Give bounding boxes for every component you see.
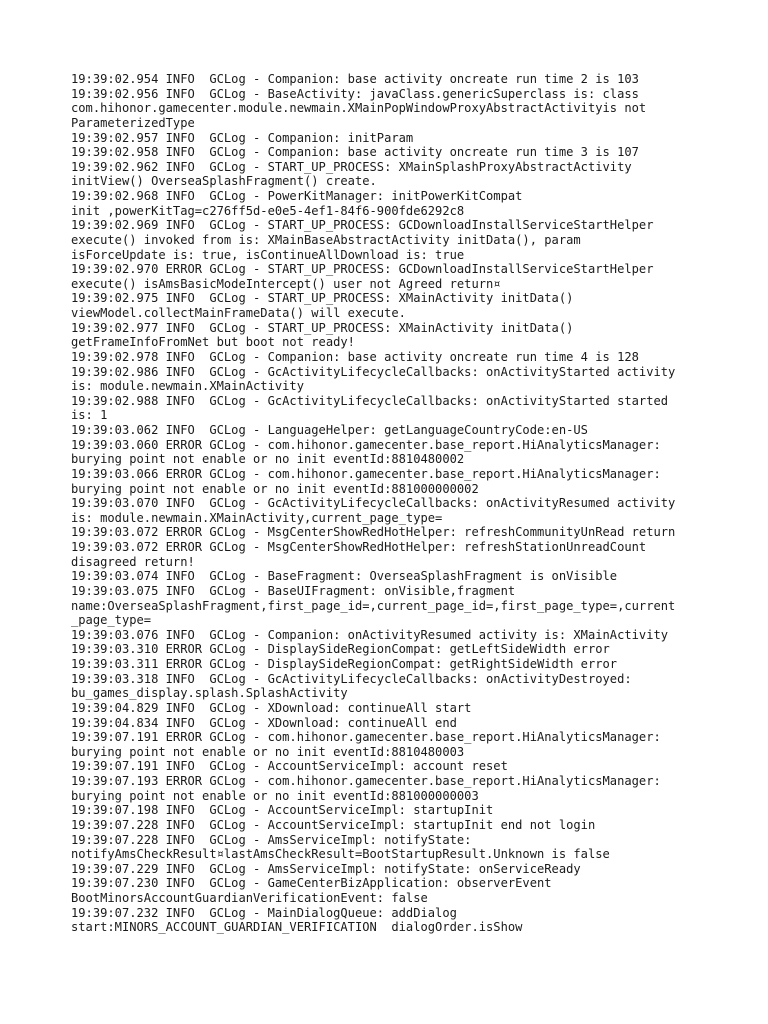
log-line: 19:39:02.962 INFO GCLog - START_UP_PROCESS: XMainSplashProxyAbstractActivity	[71, 159, 632, 174]
log-document	[71, 72, 711, 935]
log-line: 19:39:07.193 ERROR GCLog - com.hihonor.gamecenter.base_report.HiAnalyticsManager:	[71, 774, 661, 788]
log-line: bu_games_display.splash.SplashActivity	[71, 686, 348, 701]
log-line: burying point not enable or no init eventId:8810480003	[71, 744, 465, 759]
log-line: 19:39:03.066 ERROR GCLog - com.hihonor.gamecenter.base_report.HiAnalyticsManager:	[71, 466, 661, 481]
log-line: 19:39:03.311 ERROR GCLog - DisplaySideRegionCompat: getRightSideWidth error	[71, 657, 618, 671]
log-line: 19:39:03.075 INFO GCLog - BaseUIFragment: onVisible,fragment	[71, 583, 516, 598]
log-line: 19:39:02.969 INFO GCLog - START_UP_PROCESS: GCDownloadInstallServiceStartHelper	[71, 218, 654, 233]
log-line: initView() OverseaSplashFragment() create.	[71, 174, 377, 189]
log-line: start:MINORS_ACCOUNT_GUARDIAN_VERIFICATION dialogOrder.isShow	[71, 920, 523, 935]
log-line: 19:39:02.986 INFO GCLog - GcActivityLifecycleCallbacks: onActivityStarted activity	[71, 364, 676, 379]
log-line: init ,powerKitTag=c276ff5d-e0e5-4ef1-84f6-900fde6292c8	[71, 203, 465, 218]
log-line: execute() isAmsBasicModeIntercept() user not Agreed return¤	[71, 276, 501, 291]
log-line: viewModel.collectMainFrameData() will execute.	[71, 306, 406, 320]
log-line: 19:39:07.232 INFO GCLog - MainDialogQueue: addDialog	[71, 905, 457, 920]
log-line: 19:39:07.198 INFO GCLog - AccountServiceImpl: startupInit	[71, 803, 494, 818]
log-line: 19:39:03.072 ERROR GCLog - MsgCenterShowRedHotHelper: refreshCommunityUnRead return	[71, 525, 676, 540]
log-line: 19:39:07.228 INFO GCLog - AmsServiceImpl: notifyState:	[71, 832, 472, 847]
log-line: getFrameInfoFromNet but boot not ready!	[71, 335, 355, 350]
log-line: com.hihonor.gamecenter.module.newmain.XMainPopWindowProxyAbstractActivityis not	[71, 101, 647, 116]
log-line: notifyAmsCheckResult¤lastAmsCheckResult=BootStartupResult.Unknown is false	[71, 847, 610, 862]
log-line: burying point not enable or no init eventId:8810480002	[71, 452, 465, 467]
log-line: 19:39:04.834 INFO GCLog - XDownload: continueAll end	[71, 715, 457, 730]
log-line: burying point not enable or no init eventId:881000000003	[71, 788, 479, 803]
log-line: is: module.newmain.XMainActivity	[71, 379, 304, 394]
log-line: isForceUpdate is: true, isContinueAllDownload is: true	[71, 247, 465, 262]
log-line: 19:39:07.191 ERROR GCLog - com.hihonor.gamecenter.base_report.HiAnalyticsManager:	[71, 730, 661, 745]
log-line: 19:39:02.958 INFO GCLog - Companion: base activity oncreate run time 3 is 107	[71, 145, 639, 160]
log-line: 19:39:02.956 INFO GCLog - BaseActivity: javaClass.genericSuperclass is: class	[71, 86, 639, 101]
log-line: 19:39:07.230 INFO GCLog - GameCenterBizApplication: observerEvent	[71, 876, 552, 891]
log-line: 19:39:03.318 INFO GCLog - GcActivityLifecycleCallbacks: onActivityDestroyed:	[71, 671, 632, 686]
log-line: 19:39:03.074 INFO GCLog - BaseFragment: OverseaSplashFragment is onVisible	[71, 569, 618, 584]
log-line: execute() invoked from is: XMainBaseAbstractActivity initData(), param	[71, 232, 581, 247]
log-line: is: module.newmain.XMainActivity,current_page_type=	[71, 510, 443, 525]
log-line: ParameterizedType	[71, 115, 195, 130]
log-line: 19:39:07.229 INFO GCLog - AmsServiceImpl: notifyState: onServiceReady	[71, 861, 581, 876]
log-line: 19:39:02.970 ERROR GCLog - START_UP_PROCESS: GCDownloadInstallServiceStartHelper	[71, 262, 654, 277]
log-line: is: 1	[71, 408, 108, 423]
log-line: 19:39:02.957 INFO GCLog - Companion: initParam	[71, 130, 414, 145]
log-line: 19:39:02.988 INFO GCLog - GcActivityLifecycleCallbacks: onActivityStarted started	[71, 393, 669, 408]
log-line: 19:39:02.975 INFO GCLog - START_UP_PROCESS: XMainActivity initData()	[71, 291, 574, 306]
log-line: name:OverseaSplashFragment,first_page_id=,current_page_id=,first_page_type=,current	[71, 598, 676, 613]
log-line: 19:39:03.072 ERROR GCLog - MsgCenterShowRedHotHelper: refreshStationUnreadCount	[71, 540, 647, 554]
log-line: 19:39:03.062 INFO GCLog - LanguageHelper: getLanguageCountryCode:en-US	[71, 423, 588, 437]
log-line: 19:39:02.968 INFO GCLog - PowerKitManager: initPowerKitCompat	[71, 189, 523, 203]
log-line: 19:39:03.070 INFO GCLog - GcActivityLifecycleCallbacks: onActivityResumed activity	[71, 496, 676, 511]
log-line: 19:39:03.310 ERROR GCLog - DisplaySideRegionCompat: getLeftSideWidth error	[71, 642, 610, 657]
log-line: 19:39:07.191 INFO GCLog - AccountServiceImpl: account reset	[71, 759, 508, 774]
log-line: 19:39:07.228 INFO GCLog - AccountServiceImpl: startupInit end not login	[71, 817, 596, 832]
log-line: 19:39:02.978 INFO GCLog - Companion: base activity oncreate run time 4 is 128	[71, 349, 639, 364]
log-line: _page_type=	[71, 613, 152, 628]
log-line: 19:39:04.829 INFO GCLog - XDownload: continueAll start	[71, 700, 472, 715]
log-line: 19:39:02.977 INFO GCLog - START_UP_PROCESS: XMainActivity initData()	[71, 320, 574, 335]
log-line: burying point not enable or no init eventId:881000000002	[71, 481, 479, 496]
log-line: 19:39:03.076 INFO GCLog - Companion: onActivityResumed activity is: XMainActivity	[71, 627, 669, 642]
log-line: 19:39:03.060 ERROR GCLog - com.hihonor.gamecenter.base_report.HiAnalyticsManager:	[71, 437, 661, 452]
log-line: BootMinorsAccountGuardianVerificationEvent: false	[71, 891, 428, 905]
log-line: disagreed return!	[71, 554, 195, 569]
log-line: 19:39:02.954 INFO GCLog - Companion: base activity oncreate run time 2 is 103	[71, 72, 639, 86]
